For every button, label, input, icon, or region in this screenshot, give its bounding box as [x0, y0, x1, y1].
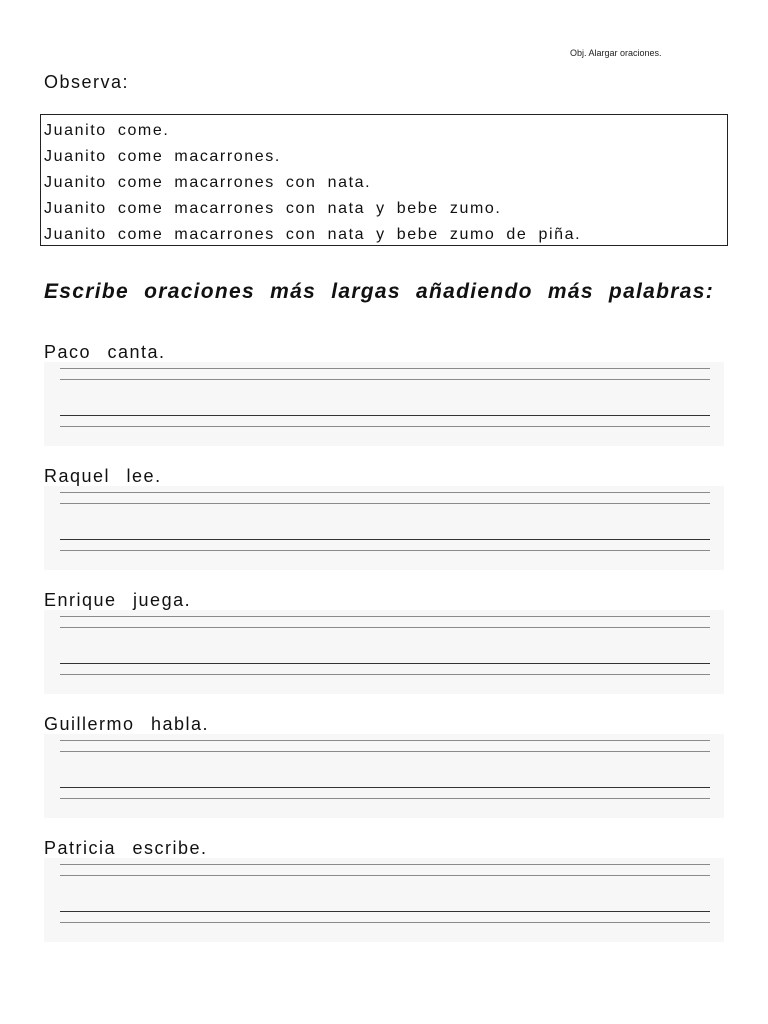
writing-area[interactable]	[44, 734, 724, 818]
example-line: Juanito come macarrones con nata y bebe zumo.	[44, 200, 502, 217]
example-line: Juanito come macarrones con nata.	[44, 174, 372, 191]
writing-guide-line	[60, 922, 710, 923]
writing-guide-line	[60, 751, 710, 752]
example-line: Juanito come.	[44, 122, 170, 139]
exercise-prompt: Patricia escribe.	[44, 838, 208, 858]
writing-base-line	[60, 787, 710, 788]
exercise-prompt: Raquel lee.	[44, 466, 162, 486]
writing-base-line	[60, 415, 710, 416]
writing-guide-line	[60, 368, 710, 369]
writing-area[interactable]	[44, 362, 724, 446]
example-line: Juanito come macarrones con nata y bebe zumo de piña.	[44, 226, 582, 243]
writing-guide-line	[60, 492, 710, 493]
writing-guide-line	[60, 550, 710, 551]
writing-guide-line	[60, 674, 710, 675]
writing-area[interactable]	[44, 610, 724, 694]
exercise-prompt: Guillermo habla.	[44, 714, 210, 734]
writing-base-line	[60, 663, 710, 664]
exercise-prompt: Enrique juega.	[44, 590, 192, 610]
exercise-prompt: Paco canta.	[44, 342, 166, 362]
writing-area[interactable]	[44, 486, 724, 570]
writing-base-line	[60, 911, 710, 912]
observa-heading: Observa:	[44, 72, 130, 92]
example-box	[40, 114, 728, 246]
example-line: Juanito come macarrones.	[44, 148, 281, 165]
writing-guide-line	[60, 740, 710, 741]
writing-area[interactable]	[44, 858, 724, 942]
writing-base-line	[60, 539, 710, 540]
writing-guide-line	[60, 627, 710, 628]
writing-guide-line	[60, 426, 710, 427]
writing-guide-line	[60, 875, 710, 876]
writing-guide-line	[60, 379, 710, 380]
instruction-heading: Escribe oraciones más largas añadiendo más palabras:	[44, 280, 715, 303]
writing-guide-line	[60, 503, 710, 504]
writing-guide-line	[60, 864, 710, 865]
writing-guide-line	[60, 798, 710, 799]
writing-guide-line	[60, 616, 710, 617]
objective-label: Obj. Alargar oraciones.	[570, 48, 662, 58]
